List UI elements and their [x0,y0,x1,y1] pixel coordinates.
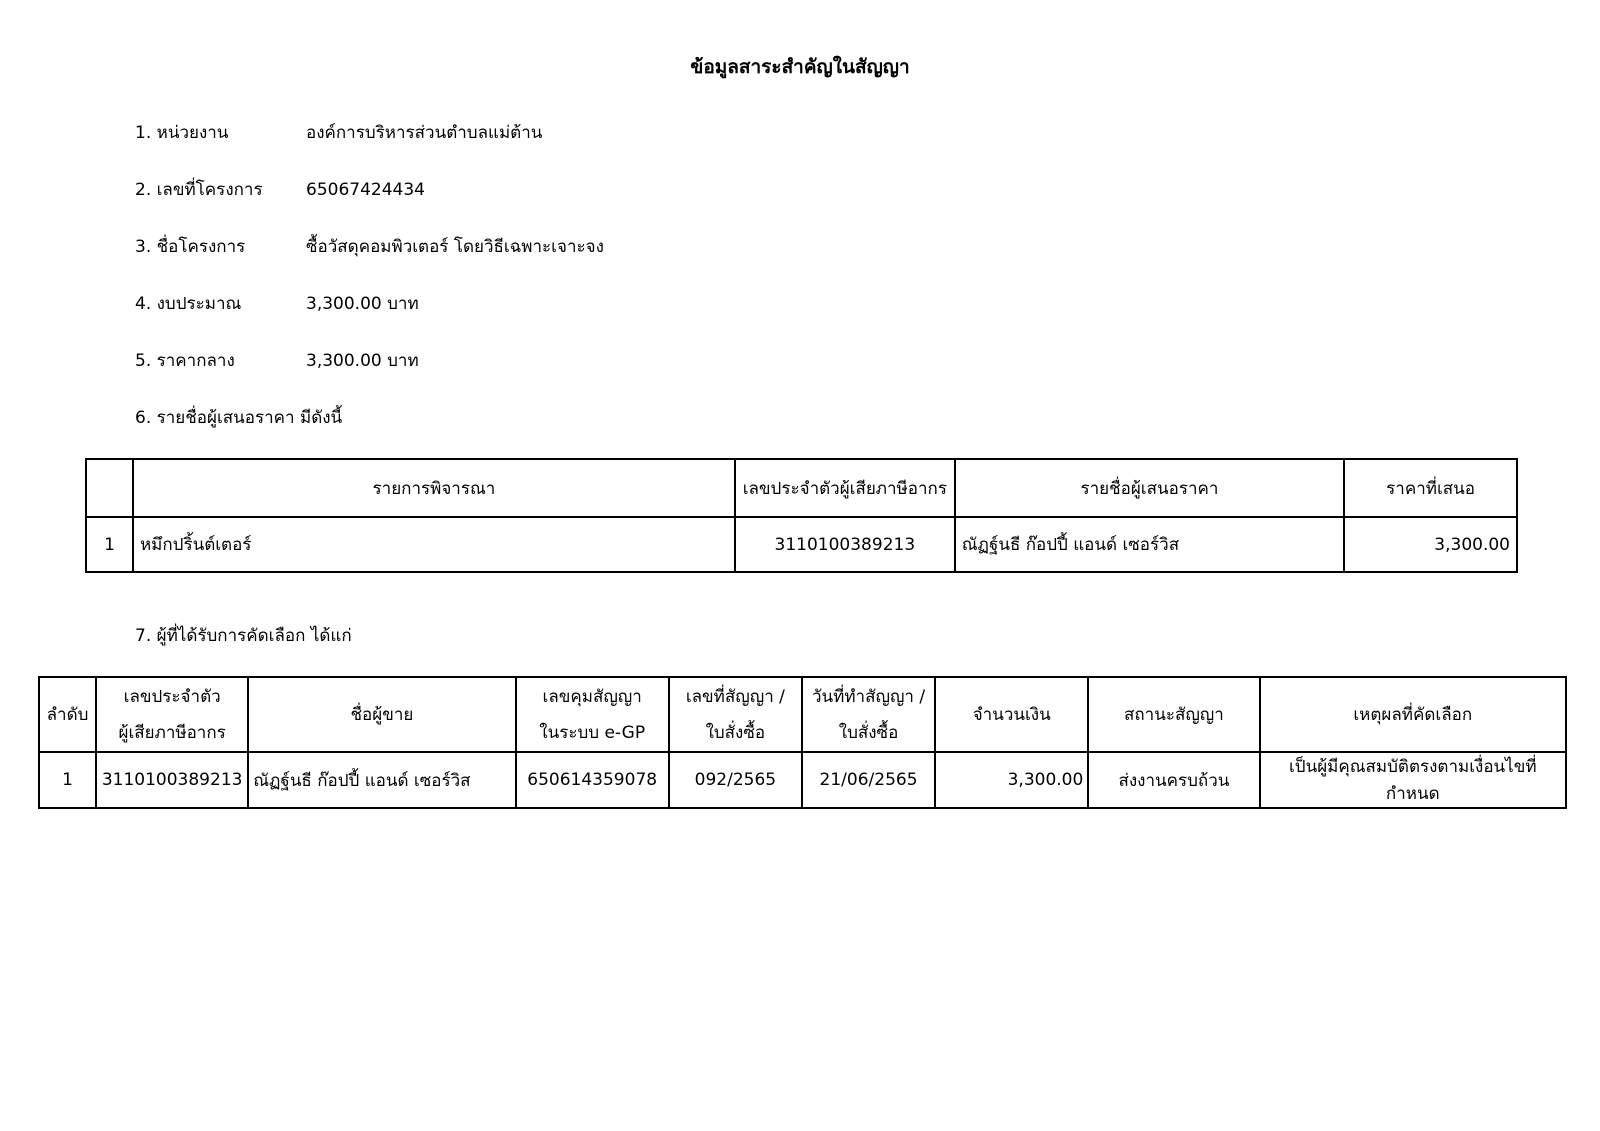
selected-vendor-table [38,676,1567,809]
header-line: ชื่อผู้ขาย [350,704,414,725]
field-value: ซื้อวัสดุคอมพิวเตอร์ โดยวิธีเฉพาะเจาะจง [306,237,604,257]
field-median-price [135,349,419,373]
header-cell [669,677,802,752]
header-line: วันที่ทำสัญญา / [811,686,926,707]
table-cell: ณัฏฐ์นธี ก๊อปปี้ แอนด์ เซอร์วิส [248,752,515,808]
header-line: เลขคุมสัญญา [542,686,642,707]
header-line: ในระบบ e-GP [539,722,646,743]
table-cell: 650614359078 [516,752,669,808]
field-project-number [135,178,425,202]
field-value: องค์การบริหารส่วนตำบลแม่ต้าน [306,123,543,143]
field-budget [135,292,419,316]
table-cell: 1 [39,752,96,808]
header-line: เลขประจำตัว [123,686,221,707]
table-header-row [86,459,1517,517]
header-line: เหตุผลที่คัดเลือก [1353,704,1473,725]
section-6-heading: 6. รายชื่อผู้เสนอราคา มีดังนี้ [135,408,343,428]
header-line: สถานะสัญญา [1123,704,1224,725]
header-cell: รายการพิจารณา [133,459,735,517]
header-cell [516,677,669,752]
field-label: 5. ราคากลาง [135,351,235,371]
table-cell: 3,300.00 [1344,517,1517,572]
table-cell: 3110100389213 [96,752,248,808]
table-cell: 092/2565 [669,752,802,808]
section-7-heading: 7. ผู้ที่ได้รับการคัดเลือก ได้แก่ [135,626,352,646]
table-cell: 1 [86,517,133,572]
header-cell: รายชื่อผู้เสนอราคา [955,459,1344,517]
header-cell: ราคาที่เสนอ [1344,459,1517,517]
header-line: ผู้เสียภาษีอากร [118,722,226,743]
field-value: 65067424434 [306,180,425,200]
table-row [39,752,1566,808]
header-cell: เลขประจำตัวผู้เสียภาษีอากร [735,459,955,517]
field-label: 3. ชื่อโครงการ [135,237,246,257]
header-line: ใบสั่งซื้อ [838,722,899,743]
table-cell: ณัฏฐ์นธี ก๊อปปี้ แอนด์ เซอร์วิส [955,517,1344,572]
table-cell: 3,300.00 [935,752,1088,808]
document-title: ข้อมูลสาระสำคัญในสัญญา [690,56,910,78]
field-value: 3,300.00 บาท [306,294,419,314]
header-cell [96,677,248,752]
table-row [86,517,1517,572]
field-project-name [135,235,604,259]
header-cell [1088,677,1259,752]
table-cell: 21/06/2565 [802,752,935,808]
table-cell: หมึกปริ้นต์เตอร์ [133,517,735,572]
field-label: 4. งบประมาณ [135,294,242,314]
header-cell [86,459,133,517]
field-label: 2. เลขที่โครงการ [135,180,263,200]
header-cell [802,677,935,752]
field-agency [135,121,542,145]
field-label: 1. หน่วยงาน [135,123,229,143]
header-cell [39,677,96,752]
header-line: เลขที่สัญญา / [685,686,785,707]
header-cell [1260,677,1566,752]
header-line: จำนวนเงิน [972,704,1051,725]
header-line: ใบสั่งซื้อ [705,722,766,743]
bidders-table [85,458,1518,573]
table-cell: เป็นผู้มีคุณสมบัติตรงตามเงื่อนไขที่กำหนด [1260,752,1566,808]
table-header-row [39,677,1566,752]
header-line: ลำดับ [46,704,89,725]
table-cell: 3110100389213 [735,517,955,572]
header-cell [935,677,1088,752]
header-cell [248,677,515,752]
field-value: 3,300.00 บาท [306,351,419,371]
table-cell: ส่งงานครบถ้วน [1088,752,1259,808]
